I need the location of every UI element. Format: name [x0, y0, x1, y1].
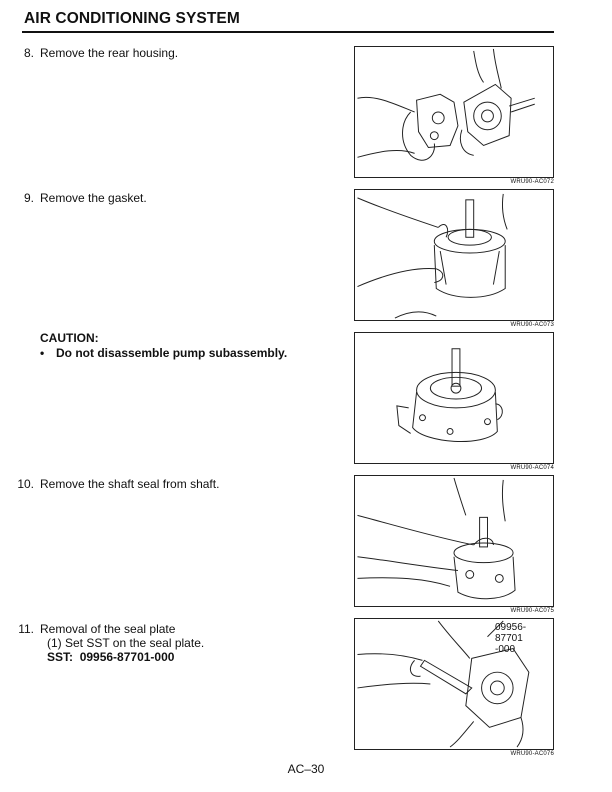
figure-code: WRU90-AC072	[510, 179, 554, 185]
shaft-seal-illustration	[355, 476, 553, 606]
page-number: AC–30	[287, 762, 325, 776]
caution-text: Do not disassemble pump subassembly.	[56, 346, 288, 360]
step-text: Remove the rear housing.	[40, 46, 179, 60]
sst-line	[47, 650, 174, 665]
step-text: Remove the shaft seal from shaft.	[40, 477, 220, 491]
step-text: Remove the gasket.	[40, 191, 147, 205]
figure-pump-subassembly	[354, 332, 554, 464]
gasket-illustration	[355, 190, 553, 320]
step-11	[14, 622, 175, 637]
rear-housing-illustration	[355, 47, 553, 177]
step-number: 9.	[23, 191, 34, 205]
figure-seal-plate-sst	[354, 618, 554, 750]
step-text: Removal of the seal plate	[40, 622, 176, 636]
figure-code: WRU90-AC074	[510, 465, 554, 471]
sst-callout-line2: -000	[495, 644, 516, 655]
sst-value: 09956-87701-000	[79, 650, 175, 664]
figure-rear-housing	[354, 46, 554, 178]
figure-code: WRU90-AC073	[510, 322, 554, 328]
step-number: 10.	[17, 477, 34, 491]
step-9	[14, 191, 147, 206]
figure-code: WRU90-AC075	[510, 608, 554, 614]
caution-heading: CAUTION:	[40, 331, 99, 345]
sst-callout-line1: 09956-87701	[495, 622, 527, 644]
sst-label: SST:	[47, 650, 74, 664]
figure-shaft-seal	[354, 475, 554, 607]
step-number: 8.	[23, 46, 34, 60]
sst-callout	[495, 622, 553, 655]
step-8	[14, 46, 178, 61]
bullet: •	[40, 346, 45, 360]
figure-code: WRU90-AC076	[510, 751, 554, 757]
header-rule	[22, 31, 554, 33]
figure-gasket	[354, 189, 554, 321]
step-number: 11.	[18, 622, 34, 636]
pump-subassembly-illustration	[355, 333, 553, 463]
substep-1: (1) Set SST on the seal plate.	[47, 636, 205, 650]
step-10	[14, 477, 219, 492]
section-title: AIR CONDITIONING SYSTEM	[24, 10, 240, 27]
caution-item	[40, 346, 287, 360]
